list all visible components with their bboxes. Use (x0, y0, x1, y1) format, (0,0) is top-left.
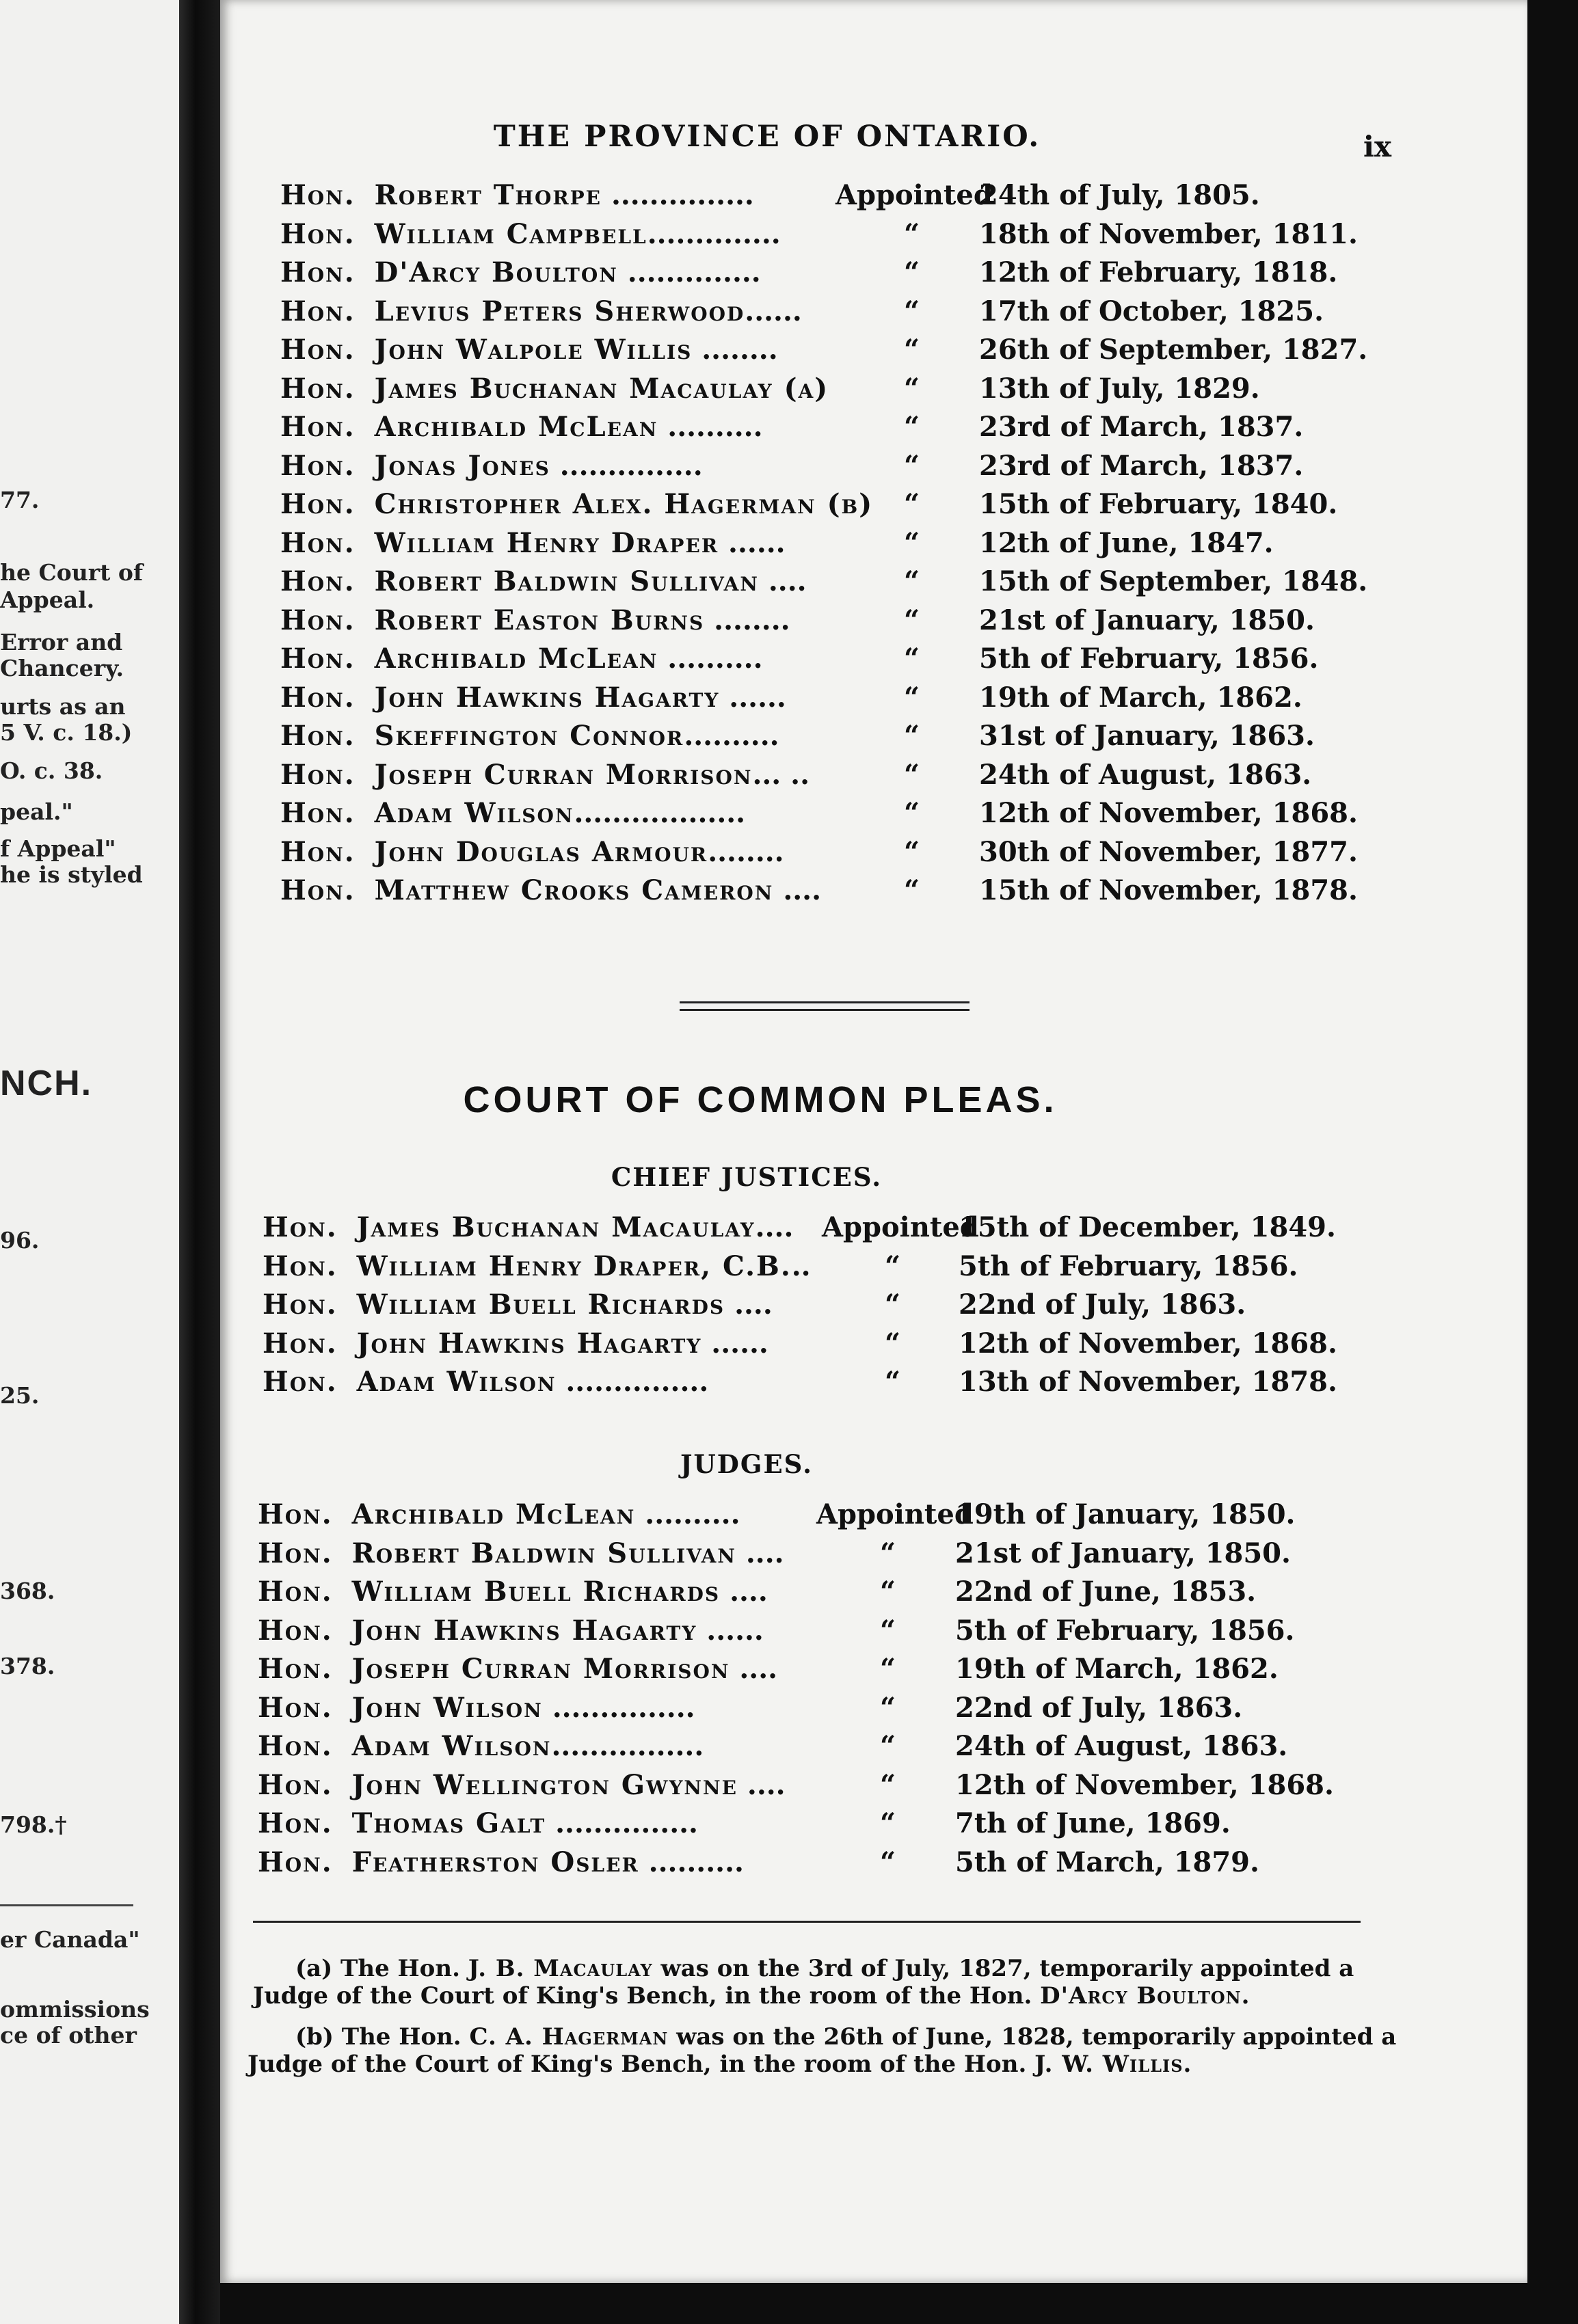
left-page-fragment: ommissions (0, 1996, 150, 2023)
appointed-label: Appointed (816, 1498, 974, 1530)
judge-name: John Wellington Gwynne (351, 1768, 738, 1801)
judge-name: William Buell Richards (356, 1288, 725, 1321)
chief-justices-heading: CHIEF JUSTICES. (611, 1162, 883, 1192)
judge-name: John Wilson (351, 1691, 543, 1724)
judge-name: Archibald McLean (374, 643, 658, 675)
appointment-date: 12th of November, 1868. (979, 797, 1358, 829)
honorific: Hon. (263, 1288, 338, 1321)
footnote-a-marker: (a) (295, 1955, 333, 1982)
appointment-date: 7th of June, 1869. (955, 1807, 1231, 1839)
judge-name-cell (258, 1692, 695, 1724)
honorific: Hon. (258, 1576, 333, 1608)
judge-name-cell (280, 643, 763, 675)
judge-name: Adam Wilson (374, 797, 574, 829)
footnote-b-marker: (b) (295, 2023, 334, 2051)
judge-name-cell (280, 527, 786, 559)
footnote-text: Judge of the Court of King's Bench, in the room of the Hon. (253, 1982, 1041, 2010)
judge-name-cell (263, 1250, 811, 1282)
judge-name: Matthew Crooks Cameron (374, 874, 774, 906)
ditto-mark: “ (880, 1537, 896, 1569)
footnote-a-name-2: D'Arcy Boulton (1040, 1982, 1242, 2010)
dot-leader: .......... (658, 643, 763, 675)
dot-leader: .... (773, 874, 822, 906)
dot-leader: ............... (602, 179, 754, 211)
dot-leader: .............. (617, 256, 761, 288)
dot-leader: ...... (701, 1327, 768, 1360)
judge-name-cell (280, 373, 829, 405)
honorific: Hon. (280, 681, 356, 714)
left-page-fragment: 798.† (0, 1811, 67, 1838)
judge-name: James Buchanan Macaulay (a) (374, 372, 829, 405)
dot-leader: .... (755, 1211, 794, 1243)
judge-name: John Hawkins Hagarty (374, 681, 720, 714)
appointment-date: 12th of November, 1868. (955, 1768, 1334, 1801)
honorific: Hon. (258, 1653, 333, 1685)
dot-leader: .... (725, 1288, 773, 1321)
footnote-b-line-1 (295, 2023, 1396, 2051)
footnote-text: . (1183, 2051, 1192, 2078)
ditto-mark: “ (880, 1691, 896, 1724)
honorific: Hon. (280, 372, 356, 405)
ditto-mark: “ (904, 372, 920, 405)
footnote-rule (253, 1921, 1361, 1923)
honorific: Hon. (280, 797, 356, 829)
judge-name: John Hawkins Hagarty (356, 1327, 702, 1360)
footnote-b-name: C. A. Hagerman (469, 2023, 669, 2051)
judge-name: Adam Wilson (356, 1366, 557, 1398)
ditto-mark: “ (904, 217, 920, 250)
left-page-heading-fragment: NCH. (0, 1064, 93, 1103)
appointment-date: 13th of July, 1829. (979, 372, 1260, 405)
judge-name-cell (258, 1807, 698, 1839)
judge-name: Archibald McLean (374, 411, 658, 443)
judge-name: Joseph Curran Morrison (374, 758, 753, 791)
appointment-date: 19th of March, 1862. (979, 681, 1302, 714)
judge-name-cell (280, 179, 754, 211)
judge-name: Robert Thorpe (374, 179, 602, 211)
appointed-label: Appointed (822, 1211, 979, 1243)
judge-name-cell (280, 218, 781, 250)
judge-name-cell (258, 1614, 764, 1647)
dot-leader: ............... (546, 1807, 698, 1839)
dot-leader: .... (737, 1768, 786, 1801)
appointment-date: 19th of January, 1850. (955, 1498, 1296, 1530)
page-number: ix (1363, 130, 1391, 163)
section-divider (680, 1001, 969, 1011)
ditto-mark: “ (904, 565, 920, 597)
ditto-mark: “ (904, 874, 920, 906)
appointment-date: 12th of November, 1868. (959, 1327, 1337, 1360)
honorific: Hon. (258, 1691, 333, 1724)
left-page-fragment: Chancery. (0, 655, 124, 681)
dot-leader: .......... (684, 720, 779, 752)
judge-name: William Henry Draper, C.B. (356, 1249, 792, 1282)
ditto-mark: “ (904, 526, 920, 559)
dot-leader: .. (791, 1249, 811, 1282)
left-page-fragment: 5 V. c. 18.) (0, 719, 133, 746)
judge-name-cell (280, 836, 784, 868)
judge-name-cell (280, 488, 873, 520)
ditto-mark: “ (904, 720, 920, 752)
appointment-date: 12th of June, 1847. (979, 526, 1274, 559)
appointment-date: 21st of January, 1850. (979, 604, 1315, 636)
judge-name-cell (280, 797, 745, 829)
left-page-fragment: he Court of (0, 559, 144, 586)
ditto-mark: “ (904, 411, 920, 443)
footnote-a-line-2 (253, 1982, 1249, 2010)
judge-name-cell (280, 334, 778, 366)
appointment-date: 15th of September, 1848. (979, 565, 1368, 597)
dot-leader: .... (758, 565, 807, 597)
left-page-fragment: 368. (0, 1578, 55, 1604)
ditto-mark: “ (885, 1366, 901, 1398)
left-page-fragment: peal." (0, 798, 73, 825)
appointment-date: 22nd of July, 1863. (955, 1691, 1243, 1724)
honorific: Hon. (280, 758, 356, 791)
dot-leader: .......... (639, 1846, 744, 1878)
judge-name-cell (258, 1576, 768, 1608)
honorific: Hon. (258, 1614, 333, 1647)
left-page-fragment: Appeal. (0, 586, 95, 613)
appointment-date: 15th of December, 1849. (959, 1211, 1336, 1243)
left-page-fragment: he is styled (0, 861, 143, 888)
ditto-mark: “ (880, 1768, 896, 1801)
judge-name-cell (258, 1653, 777, 1685)
appointment-date: 19th of March, 1862. (955, 1653, 1279, 1685)
dot-leader: ................ (551, 1730, 704, 1762)
dot-leader: ...... (719, 526, 786, 559)
ditto-mark: “ (904, 449, 920, 482)
dot-leader: .............. (647, 217, 781, 250)
honorific: Hon. (280, 488, 356, 520)
left-page-fragment: er Canada" (0, 1926, 140, 1953)
honorific: Hon. (258, 1498, 333, 1530)
appointment-date: 12th of February, 1818. (979, 256, 1338, 288)
footnote-text: . (1241, 1982, 1250, 2010)
appointed-label: Appointed (835, 179, 993, 211)
ditto-mark: “ (904, 488, 920, 520)
judge-name-cell (258, 1846, 744, 1878)
appointment-date: 24th of August, 1863. (979, 758, 1312, 791)
ditto-mark: “ (904, 295, 920, 327)
left-page-fragment: Error and (0, 629, 123, 656)
left-page-fragment: 77. (0, 487, 40, 513)
dot-leader: ............... (542, 1691, 695, 1724)
judge-name-cell (280, 411, 763, 443)
ditto-mark: “ (904, 334, 920, 366)
left-page-fragment: O. c. 38. (0, 757, 103, 784)
left-page-fragment: 96. (0, 1227, 40, 1254)
honorific: Hon. (280, 256, 356, 288)
dot-leader: ........ (708, 835, 784, 868)
judge-name: William Buell Richards (351, 1576, 721, 1608)
footnote-text: was on the 26th of June, 1828, temporarily appointed a (668, 2023, 1397, 2051)
judges-heading: JUDGES. (680, 1449, 813, 1479)
ditto-mark: “ (904, 604, 920, 636)
appointment-date: 21st of January, 1850. (955, 1537, 1291, 1569)
footnote-text: Judge of the Court of King's Bench, in the room of the Hon. (248, 2051, 1035, 2078)
appointment-date: 31st of January, 1863. (979, 720, 1315, 752)
judge-name: Robert Baldwin Sullivan (351, 1537, 736, 1569)
appointment-date: 17th of October, 1825. (979, 295, 1324, 327)
ditto-mark: “ (880, 1730, 896, 1762)
appointment-date: 5th of February, 1856. (979, 643, 1319, 675)
judge-name-cell (263, 1366, 708, 1398)
book-gutter (179, 0, 220, 2324)
footnote-text: was on the 3rd of July, 1827, temporarily appointed a (652, 1955, 1354, 1982)
judge-name: Adam Wilson (351, 1730, 552, 1762)
appointment-date: 5th of March, 1879. (955, 1846, 1259, 1878)
appointment-date: 23rd of March, 1837. (979, 411, 1304, 443)
honorific: Hon. (263, 1327, 338, 1360)
appointment-date: 22nd of July, 1863. (959, 1288, 1246, 1321)
honorific: Hon. (280, 720, 356, 752)
judge-name-cell (280, 874, 821, 906)
dot-leader: ...... (697, 1614, 764, 1647)
judge-name-cell (258, 1498, 740, 1530)
judge-name: John Douglas Armour (374, 835, 708, 868)
ditto-mark: “ (880, 1653, 896, 1685)
left-page-fragment: urts as an (0, 693, 126, 720)
judge-name-cell (280, 604, 790, 636)
judge-name-cell (258, 1769, 786, 1801)
honorific: Hon. (280, 604, 356, 636)
dot-leader: .... (736, 1537, 784, 1569)
main-page (220, 0, 1527, 2283)
honorific: Hon. (258, 1730, 333, 1762)
ditto-mark: “ (880, 1576, 896, 1608)
appointment-date: 26th of September, 1827. (979, 334, 1368, 366)
appointment-date: 30th of November, 1877. (979, 835, 1358, 868)
honorific: Hon. (280, 643, 356, 675)
footnote-a-name: J. B. Macaulay (468, 1955, 653, 1982)
ditto-mark: “ (880, 1807, 896, 1839)
judge-name: Archibald McLean (351, 1498, 636, 1530)
ditto-mark: “ (880, 1846, 896, 1878)
judge-name-cell (263, 1211, 793, 1243)
ditto-mark: “ (880, 1614, 896, 1647)
judge-name-cell (280, 565, 807, 597)
judge-name-cell (280, 759, 810, 791)
appointment-date: 5th of February, 1856. (959, 1249, 1298, 1282)
footnote-b-line-2 (248, 2051, 1191, 2078)
honorific: Hon. (280, 565, 356, 597)
ditto-mark: “ (904, 681, 920, 714)
honorific: Hon. (280, 874, 356, 906)
left-page-fragment: 378. (0, 1653, 55, 1679)
judge-name: Robert Baldwin Sullivan (374, 565, 759, 597)
dot-leader: ........ (692, 334, 778, 366)
honorific: Hon. (280, 334, 356, 366)
judge-name: Christopher Alex. Hagerman (b) (374, 488, 874, 520)
left-facing-page (0, 0, 179, 2324)
judge-name-cell (280, 256, 761, 288)
honorific: Hon. (280, 411, 356, 443)
dot-leader: .... (720, 1576, 768, 1608)
dot-leader: ...... (745, 295, 802, 327)
left-page-rule (0, 1904, 133, 1906)
ditto-mark: “ (904, 643, 920, 675)
appointment-date: 18th of November, 1811. (979, 217, 1358, 250)
judge-name: Robert Easton Burns (374, 604, 705, 636)
judge-name: Levius Peters Sherwood (374, 295, 745, 327)
appointment-date: 5th of February, 1856. (955, 1614, 1295, 1647)
judge-name-cell (258, 1730, 704, 1762)
ditto-mark: “ (904, 256, 920, 288)
judge-name-cell (258, 1537, 784, 1569)
appointment-date: 15th of November, 1878. (979, 874, 1358, 906)
honorific: Hon. (263, 1249, 338, 1282)
judge-name: James Buchanan Macaulay (356, 1211, 755, 1243)
footnote-text: The Hon. (333, 2023, 470, 2051)
dot-leader: .................. (574, 797, 746, 829)
honorific: Hon. (263, 1211, 338, 1243)
dot-leader: ............... (550, 449, 703, 482)
ditto-mark: “ (904, 797, 920, 829)
judge-name: Jonas Jones (374, 449, 550, 482)
judge-name: Skeffington Connor (374, 720, 684, 752)
judge-name: John Hawkins Hagarty (351, 1614, 697, 1647)
ditto-mark: “ (904, 835, 920, 868)
dot-leader: ........ (704, 604, 790, 636)
honorific: Hon. (280, 217, 356, 250)
appointment-date: 23rd of March, 1837. (979, 449, 1304, 482)
footnote-text: The Hon. (332, 1955, 468, 1982)
dot-leader: .......... (658, 411, 763, 443)
left-page-fragment: ce of other (0, 2022, 137, 2049)
honorific: Hon. (280, 179, 356, 211)
judge-name: William Henry Draper (374, 526, 719, 559)
judge-name: Thomas Galt (351, 1807, 546, 1839)
honorific: Hon. (258, 1846, 333, 1878)
honorific: Hon. (258, 1537, 333, 1569)
ditto-mark: “ (904, 758, 920, 791)
appointment-date: 13th of November, 1878. (959, 1366, 1337, 1398)
ditto-mark: “ (885, 1327, 901, 1360)
honorific: Hon. (263, 1366, 338, 1398)
judge-name: D'Arcy Boulton (374, 256, 618, 288)
running-head: THE PROVINCE OF ONTARIO. (493, 120, 1041, 154)
court-title: COURT OF COMMON PLEAS. (463, 1079, 1058, 1120)
appointment-date: 24th of July, 1805. (979, 179, 1260, 211)
left-page-fragment: 25. (0, 1382, 40, 1409)
judge-name-cell (280, 295, 802, 327)
dot-leader: ... .. (752, 758, 810, 791)
judge-name: Featherston Osler (351, 1846, 639, 1878)
dot-leader: ............... (556, 1366, 709, 1398)
honorific: Hon. (280, 835, 356, 868)
ditto-mark: “ (885, 1249, 901, 1282)
dot-leader: .......... (635, 1498, 740, 1530)
appointment-date: 22nd of June, 1853. (955, 1576, 1257, 1608)
appointment-date: 24th of August, 1863. (955, 1730, 1288, 1762)
judge-name-cell (263, 1288, 773, 1321)
left-page-fragment: f Appeal" (0, 835, 116, 862)
judge-name-cell (280, 450, 703, 482)
dot-leader: ...... (719, 681, 786, 714)
honorific: Hon. (280, 295, 356, 327)
judge-name: William Campbell (374, 217, 647, 250)
ditto-mark: “ (885, 1288, 901, 1321)
judge-name: John Walpole Willis (374, 334, 693, 366)
judge-name-cell (280, 681, 786, 714)
judge-name-cell (280, 720, 779, 752)
footnote-b-name-2: J. W. Willis (1034, 2051, 1184, 2078)
honorific: Hon. (258, 1768, 333, 1801)
judge-name-cell (263, 1327, 768, 1360)
honorific: Hon. (280, 449, 356, 482)
judge-name: Joseph Curran Morrison (351, 1653, 730, 1685)
dot-leader: .... (730, 1653, 778, 1685)
honorific: Hon. (280, 526, 356, 559)
honorific: Hon. (258, 1807, 333, 1839)
footnote-a-line-1 (295, 1955, 1354, 1982)
appointment-date: 15th of February, 1840. (979, 488, 1338, 520)
